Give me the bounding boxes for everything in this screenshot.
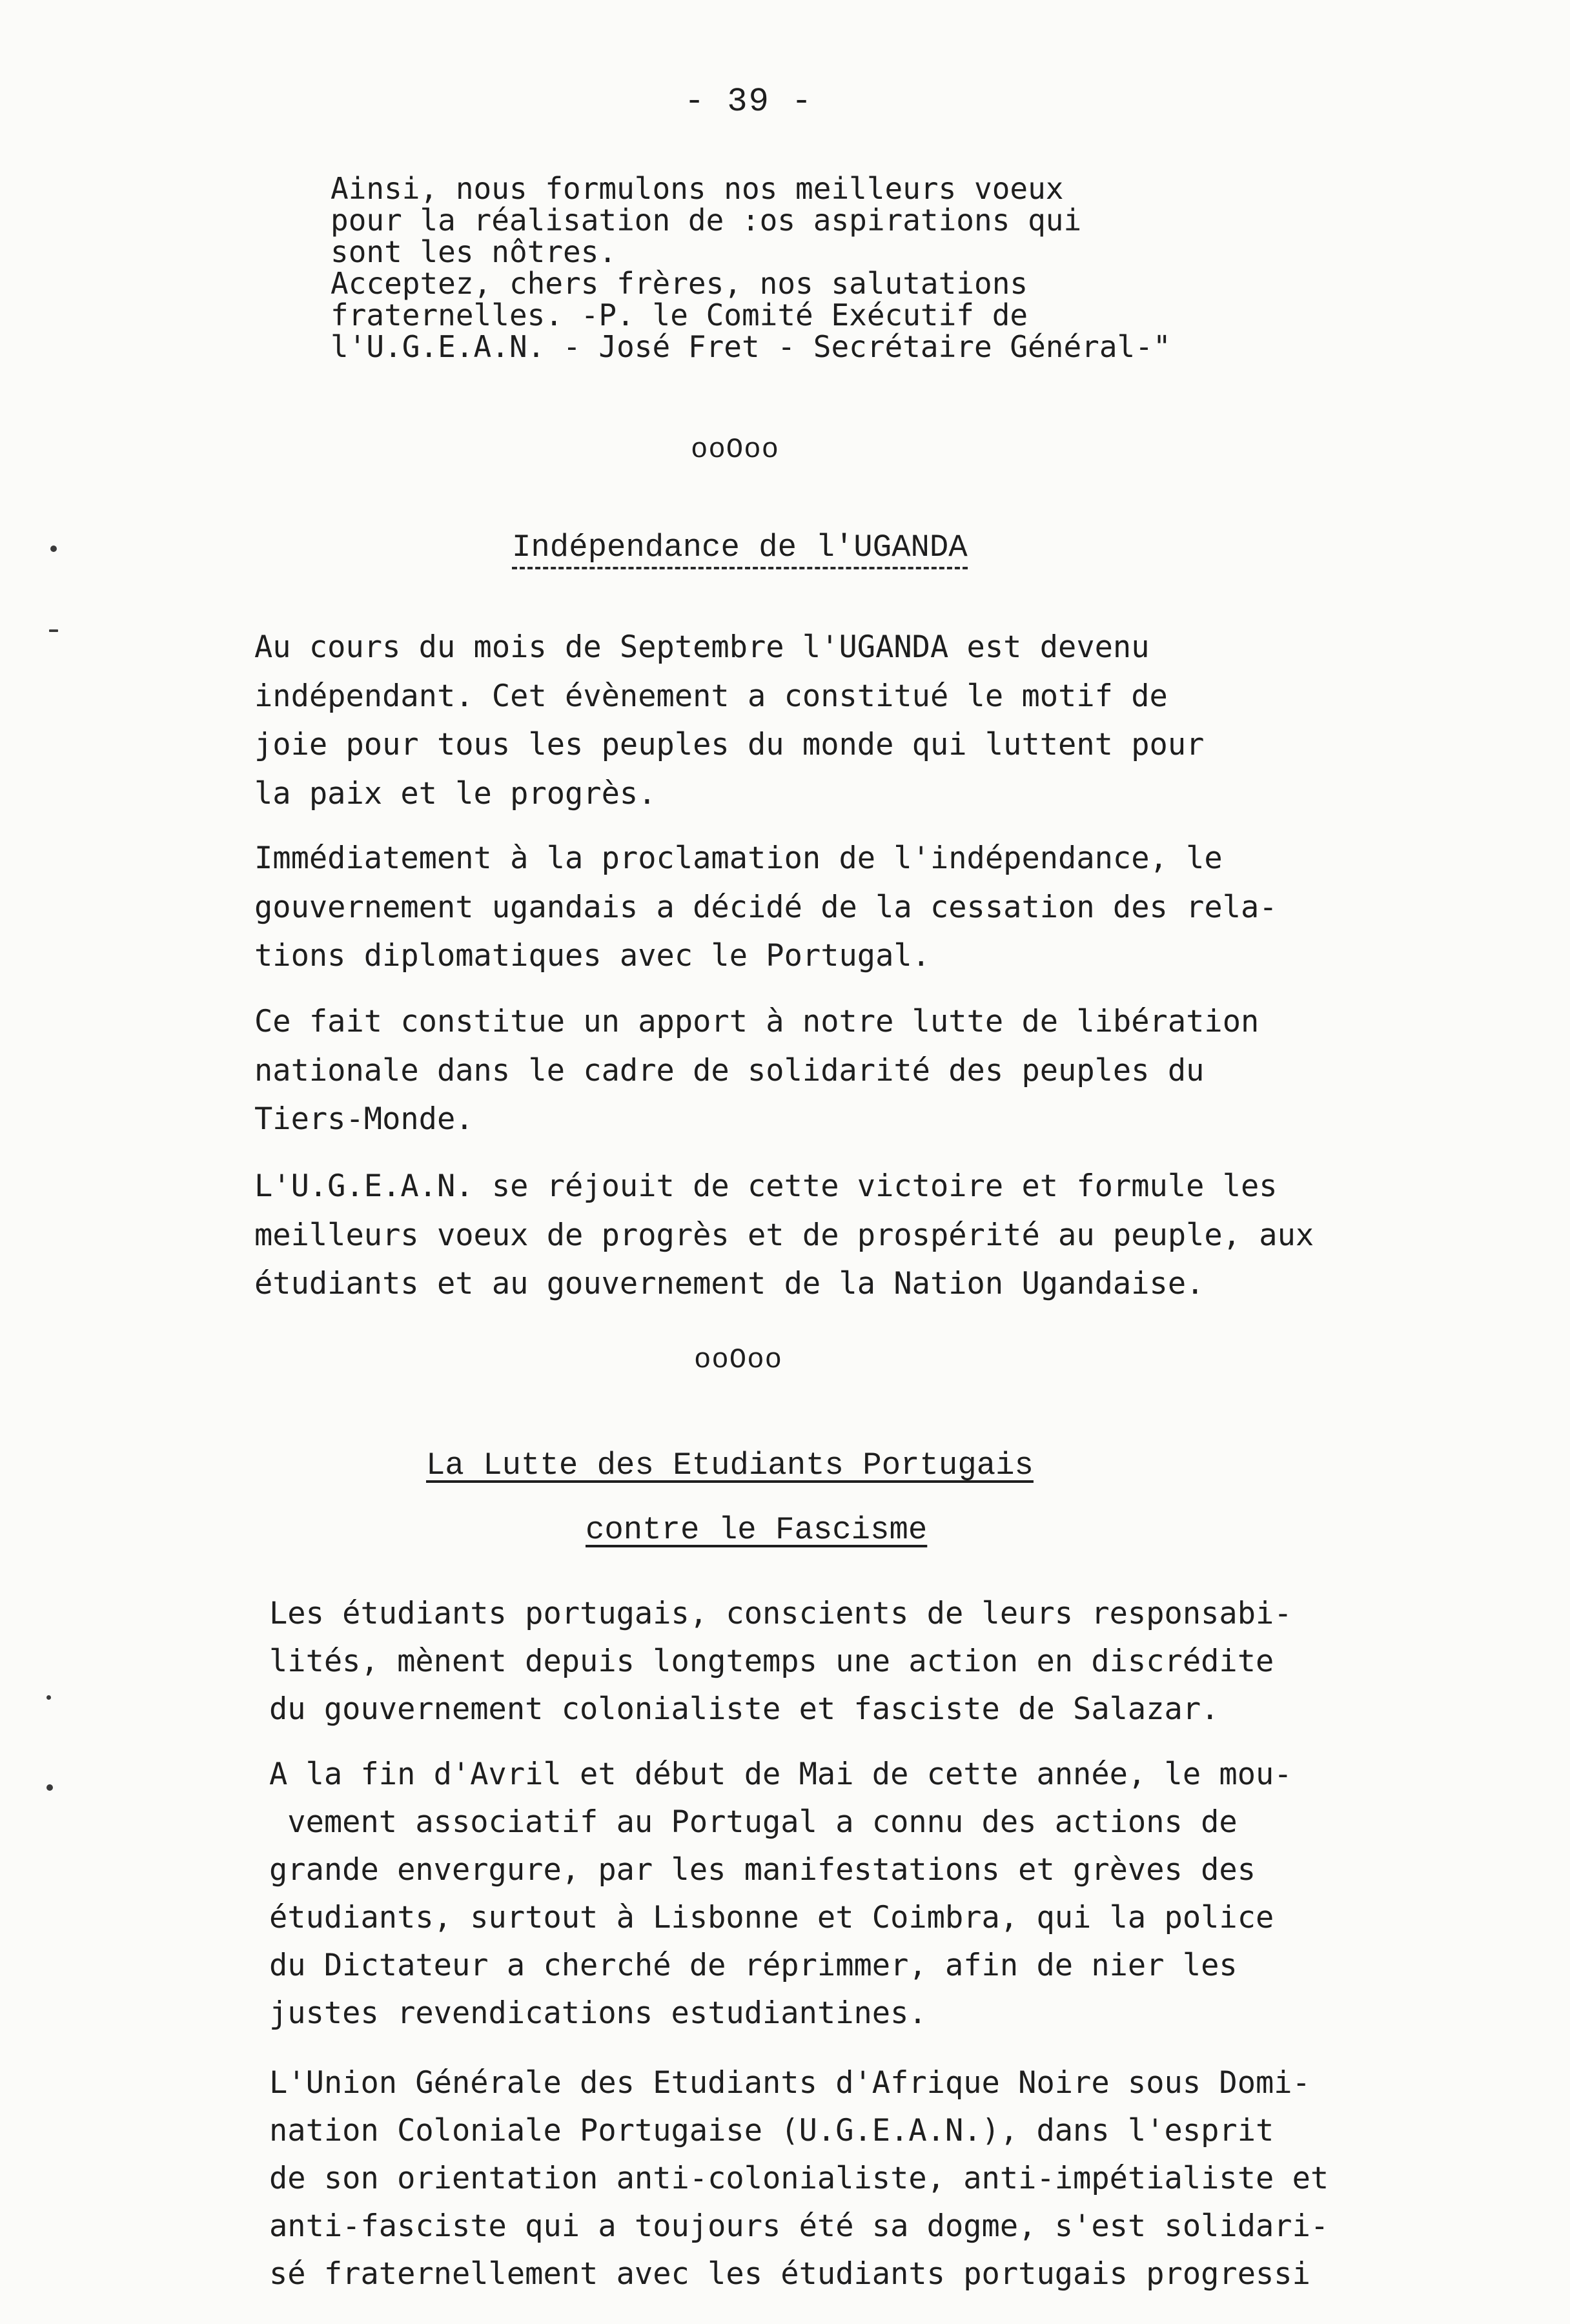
margin-mark: [50, 545, 57, 552]
section-title-uganda: Indépendance de l'UGANDA: [512, 529, 968, 569]
page-number: - 39 -: [684, 83, 813, 121]
letter-line: l'U.G.E.A.N. - José Fret - Secrétaire Général-": [331, 329, 1171, 364]
paragraph: L'Union Générale des Etudiants d'Afrique Noire sous Domi- nation Coloniale Portugaise (U.G.E.A.N.), dans l'esprit de son orientation anti-colonialiste, anti-impétialiste et anti-fasciste qui a toujours été sa dogme, s'est solidari- sé fraternellement avec les étudiants portugais progressi: [269, 2065, 1329, 2292]
paragraph: Ce fait constitue un apport à notre lutte de libération nationale dans le cadre de solidarité des peuples du Tiers-Monde.: [254, 1004, 1259, 1137]
section-title-students-line1: La Lutte des Etudiants Portugais: [426, 1447, 1034, 1483]
letter-line: sont les nôtres.: [331, 234, 617, 269]
letter-line: Acceptez, chers frères, nos salutations: [331, 266, 1028, 301]
margin-mark: [49, 629, 58, 632]
section-separator: ooOoo: [691, 434, 780, 466]
paragraph: Immédiatement à la proclamation de l'indépendance, le gouvernement ugandais a décidé de la cessation des rela- tions diplomatiques avec le Portugal.: [254, 841, 1278, 973]
margin-mark: [46, 1695, 51, 1700]
margin-mark: [46, 1784, 53, 1791]
letter-line: fraternelles. -P. le Comité Exécutif de: [331, 298, 1028, 332]
paragraph: Les étudiants portugais, conscients de leurs responsabi- lités, mènent depuis longtemps une action en discrédite du gouvernement colonialiste et fasciste de Salazar.: [269, 1596, 1292, 1727]
letter-line: Ainsi, nous formulons nos meilleurs voeux: [331, 171, 1064, 206]
paragraph: L'U.G.E.A.N. se réjouit de cette victoire et formule les meilleurs voeux de progrès et de prospérité au peuple, aux étudiants et au gouvernement de la Nation Ugandaise.: [254, 1168, 1314, 1301]
letter-line: pour la réalisation de :os aspirations qui: [331, 203, 1082, 238]
paragraph: A la fin d'Avril et début de Mai de cette année, le mou- vement associatif au Portugal a connu des actions de grande envergure, par les manifestations et grèves des étudiants, surtout à Lisbonne et Coimbra, qui la police du Dictateur a cherché de réprimmer, afin de nier les justes revendications estudiantines.: [269, 1757, 1292, 2031]
section-separator: ooOoo: [694, 1344, 783, 1376]
closing-letter: [331, 173, 1338, 363]
paragraph: Au cours du mois de Septembre l'UGANDA est devenu indépendant. Cet évènement a constitué le motif de joie pour tous les peuples du monde qui luttent pour la paix et le progrès.: [254, 629, 1205, 811]
section-title-students-line2: contre le Fascisme: [586, 1512, 928, 1548]
